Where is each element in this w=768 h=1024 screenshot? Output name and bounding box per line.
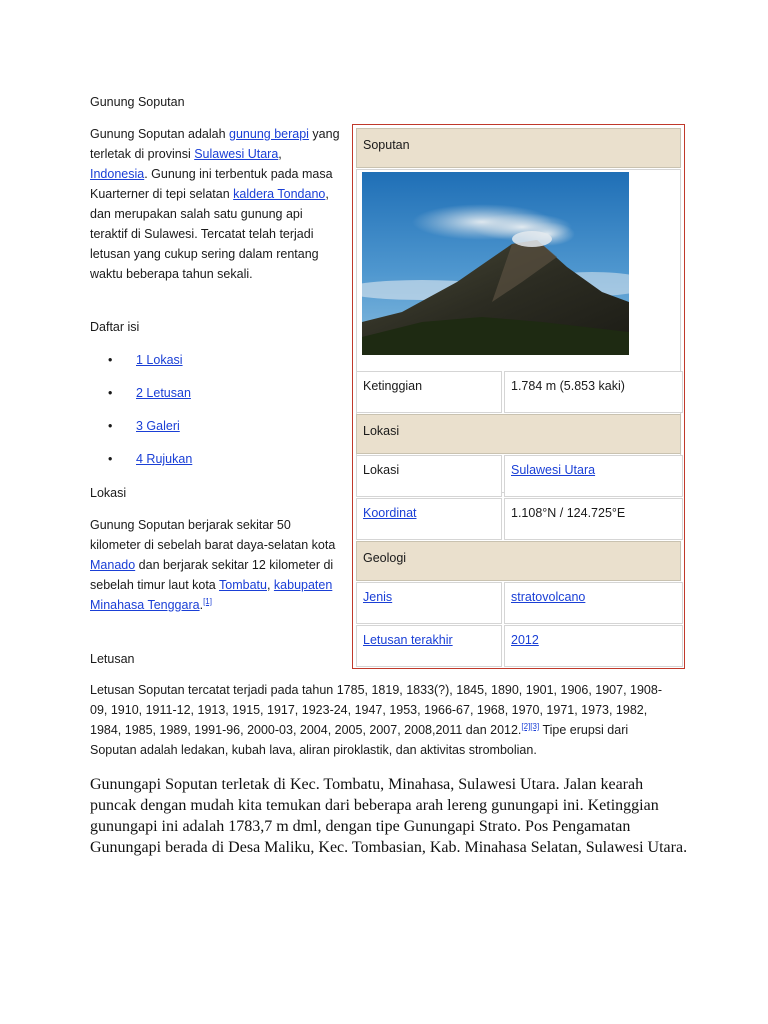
link-letusan-terakhir[interactable]: Letusan terakhir (363, 633, 453, 647)
page-title: Gunung Soputan (90, 95, 185, 109)
link-gunung-berapi[interactable]: gunung berapi (229, 127, 309, 141)
letusan-terakhir-value-cell (504, 625, 683, 667)
lokasi-paragraph (90, 515, 340, 615)
reference-link[interactable]: [2][3] (521, 721, 540, 731)
lokasi-text-1: Gunung Soputan berjarak sekitar 50 kilometer di sebelah barat daya-selatan kota (90, 518, 336, 552)
link-stratovolcano[interactable]: stratovolcano (511, 590, 586, 604)
lokasi-text-4: . (199, 598, 204, 612)
toc-title: Daftar isi (90, 320, 140, 334)
link-koordinat[interactable]: Koordinat (363, 506, 417, 520)
ketinggian-value: 1.784 m (5.853 kaki) (504, 371, 683, 413)
toc-item (108, 449, 192, 482)
toc-item (108, 350, 192, 383)
toc-item (108, 416, 192, 449)
intro-text-4: . Gunung ini terbentuk pada masa Kuarterner di tepi selatan (90, 167, 333, 201)
bullet-icon: • (108, 353, 113, 367)
link-kaldera-tondano[interactable]: kaldera Tondano (233, 187, 326, 201)
description-paragraph: Gunungapi Soputan terletak di Kec. Tombatu, Minahasa, Sulawesi Utara. Jalan kearah puncak dengan mudah kita temukan dari beberapa arah lereng gunungapi ini. Ketinggian gunungapi ini adalah 1783,7 m dml, dengan tipe Gunungapi Strato. Pos Pengamatan Gunungapi berada di Desa Maliku, Kec. Tombasian, Kab. Minahasa Selatan, Sulawesi Utara. (90, 776, 688, 856)
lokasi-section-header: Lokasi (356, 414, 681, 454)
link-sulawesi-utara-infobox[interactable]: Sulawesi Utara (511, 463, 596, 477)
link-sulawesi-utara[interactable]: Sulawesi Utara (194, 147, 279, 161)
toc-item (108, 383, 192, 416)
lokasi-text-3: , (266, 578, 274, 592)
infobox (352, 124, 685, 669)
toc-link-galeri[interactable]: 3 Galeri (136, 419, 180, 433)
letusan-terakhir-label-cell (356, 625, 502, 667)
link-2012[interactable]: 2012 (511, 633, 539, 647)
link-manado[interactable]: Manado (90, 558, 136, 572)
toc-link-rujukan[interactable]: 4 Rujukan (136, 452, 193, 466)
reference-link[interactable]: [1] (203, 596, 212, 606)
bullet-icon: • (108, 452, 113, 466)
intro-text-2: yang terletak di provinsi (90, 127, 340, 161)
jenis-label-cell (356, 582, 502, 624)
lokasi-label: Lokasi (356, 455, 502, 497)
link-kabupaten-minahasa-tenggara[interactable]: kabupaten Minahasa Tenggara (90, 578, 333, 612)
section-heading-lokasi: Lokasi (90, 486, 127, 500)
table-of-contents (108, 350, 192, 482)
intro-text-5: , dan merupakan salah satu gunung api teraktif di Sulawesi. Tercatat telah terjadi letusan yang cukup sering dalam rentang waktu beberapa tahun sekali. (90, 187, 329, 281)
koordinat-value: 1.108°N / 124.725°E (504, 498, 683, 540)
letusan-text-2: Tipe erupsi dari Soputan adalah ledakan, kubah lava, aliran piroklastik, dan aktivitas strombolian. (90, 723, 629, 757)
geologi-section-header: Geologi (356, 541, 681, 581)
jenis-value-cell (504, 582, 683, 624)
koordinat-label-cell (356, 498, 502, 540)
bullet-icon: • (108, 386, 113, 400)
letusan-paragraph (90, 680, 670, 760)
lokasi-text-2: dan berjarak sekitar 12 kilometer di sebelah timur laut kota (90, 558, 334, 592)
link-tombatu[interactable]: Tombatu (219, 578, 267, 592)
bullet-icon: • (108, 419, 113, 433)
intro-text-1: Gunung Soputan adalah (90, 127, 230, 141)
letusan-text-1: Letusan Soputan tercatat terjadi pada tahun 1785, 1819, 1833(?), 1845, 1890, 1901, 1906, 1907, 1908-09, 1910, 1911-12, 1913, 1915, 1917, 1923-24, 1947, 1953, 1966-67, 1968, 1970, 1971, 1973, 1982, 1984, 1985, 1989, 1991-96, 2000-03, 2004, 2005, 2007, 2008,2011 dan 2012. (90, 683, 662, 737)
link-indonesia[interactable]: Indonesia (90, 167, 145, 181)
lokasi-value-cell (504, 455, 683, 497)
toc-link-lokasi[interactable]: 1 Lokasi (136, 353, 183, 367)
volcano-photo (362, 172, 629, 355)
infobox-header: Soputan (356, 128, 681, 168)
toc-link-letusan[interactable]: 2 Letusan (136, 386, 191, 400)
ketinggian-label: Ketinggian (356, 371, 502, 413)
link-jenis[interactable]: Jenis (363, 590, 393, 604)
intro-text-3: , (278, 147, 282, 161)
intro-paragraph (90, 124, 340, 284)
section-heading-letusan: Letusan (90, 652, 135, 666)
